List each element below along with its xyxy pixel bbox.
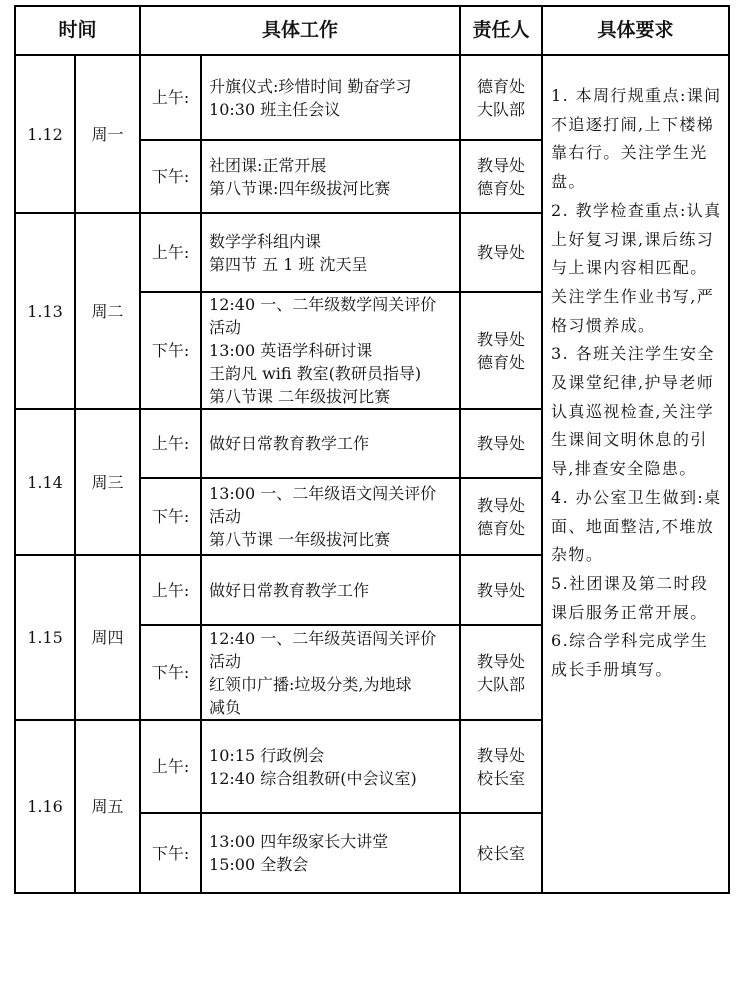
date-cell: 1.14: [15, 409, 75, 555]
responsible-dept: 德育处: [477, 76, 526, 96]
work-cell: [201, 813, 460, 893]
work-line: 13:00 英语学科研讨课: [209, 341, 373, 360]
work-line: 15:00 全教会: [209, 855, 309, 874]
period-cell: 上午:: [140, 213, 201, 292]
work-line: 第四节 五 1 班 沈天呈: [209, 254, 368, 274]
period-cell: 下午:: [140, 140, 201, 213]
header-person: 责任人: [460, 6, 542, 55]
header-row: [15, 6, 729, 55]
work-line: 12:40 一、二年级英语闯关评价: [209, 628, 437, 648]
period-cell: 下午:: [140, 292, 201, 409]
work-cell: [201, 140, 460, 213]
period-cell: 上午:: [140, 555, 201, 625]
responsible-cell: [460, 478, 542, 555]
work-line: 10:30 班主任会议: [209, 99, 341, 119]
schedule-row: [15, 55, 729, 140]
work-line: 第八节课 一年级拔河比赛: [209, 530, 391, 549]
responsible-cell: [460, 213, 542, 292]
responsible-dept: 教导处: [477, 745, 526, 765]
responsible-dept: 教导处: [477, 243, 526, 262]
date-cell: 1.12: [15, 55, 75, 213]
responsible-cell: [460, 409, 542, 478]
requirement-item: 1. 本周行规重点:课间不追逐打闹,上下楼梯靠右行。关注学生光盘。: [551, 86, 722, 192]
work-cell: [201, 292, 460, 409]
header-requirements: 具体要求: [542, 6, 729, 55]
responsible-dept: 教导处: [477, 651, 526, 671]
date-cell: 1.13: [15, 213, 75, 409]
work-cell: [201, 720, 460, 813]
weekday-cell: 周五: [75, 720, 140, 893]
work-line: 13:00 四年级家长大讲堂: [209, 832, 389, 851]
work-line: 12:40 一、二年级数学闯关评价: [209, 295, 437, 314]
requirement-item: 6.综合学科完成学生成长手册填写。: [551, 631, 709, 680]
work-line: 减负: [209, 697, 242, 717]
weekday-cell: 周二: [75, 213, 140, 409]
work-line: 10:15 行政例会: [209, 745, 325, 765]
requirement-item: 2. 教学检查重点:认真上好复习课,课后练习与上课内容相匹配。关注学生作业书写,严格习惯养成。: [551, 200, 722, 335]
responsible-dept: 大队部: [477, 99, 526, 119]
responsible-cell: [460, 720, 542, 813]
responsible-dept: 教导处: [477, 580, 526, 600]
responsible-dept: 教导处: [477, 329, 526, 349]
header-time: 时间: [15, 6, 140, 55]
work-line: 做好日常教育教学工作: [209, 434, 370, 453]
work-cell: [201, 55, 460, 140]
responsible-dept: 德育处: [477, 178, 526, 198]
period-cell: 上午:: [140, 55, 201, 140]
responsible-cell: [460, 55, 542, 140]
requirement-item: 3. 各班关注学生安全及课堂纪律,护导老师认真巡视检查,关注学生课间文明休息的引导,排查安全隐患。: [551, 344, 715, 479]
responsible-dept: 校长室: [477, 768, 526, 788]
work-line: 升旗仪式:珍惜时间 勤奋学习: [209, 76, 412, 96]
responsible-cell: [460, 140, 542, 213]
responsible-dept: 大队部: [477, 674, 526, 694]
work-line: 第八节课:四年级拔河比赛: [209, 178, 391, 198]
work-line: 第八节课 二年级拔河比赛: [209, 387, 391, 406]
responsible-dept: 德育处: [477, 518, 526, 538]
responsible-cell: [460, 813, 542, 893]
work-line: 王韵凡 wifi 教室(教研员指导): [209, 364, 422, 383]
responsible-dept: 教导处: [477, 155, 526, 175]
work-line: 活动: [209, 318, 242, 337]
period-cell: 下午:: [140, 478, 201, 555]
work-cell: [201, 213, 460, 292]
date-cell: 1.15: [15, 555, 75, 720]
work-line: 红领巾广播:垃圾分类,为地球: [209, 674, 412, 694]
requirement-item: 4. 办公室卫生做到:桌面、地面整洁,不堆放杂物。: [551, 487, 722, 565]
responsible-cell: [460, 292, 542, 409]
work-line: 数学学科组内课: [209, 231, 322, 251]
date-cell: 1.16: [15, 720, 75, 893]
responsible-dept: 德育处: [477, 352, 526, 372]
requirements-cell: [542, 55, 729, 893]
weekly-schedule-table: [14, 5, 730, 894]
work-line: 13:00 一、二年级语文闯关评价: [209, 484, 437, 503]
responsible-dept: 教导处: [477, 495, 526, 515]
work-line: 活动: [209, 507, 242, 526]
period-cell: 下午:: [140, 813, 201, 893]
responsible-cell: [460, 625, 542, 720]
work-line: 12:40 综合组教研(中会议室): [209, 768, 417, 788]
work-cell: [201, 409, 460, 478]
weekday-cell: 周四: [75, 555, 140, 720]
requirement-item: 5.社团课及第二时段课后服务正常开展。: [551, 573, 709, 622]
responsible-dept: 校长室: [477, 843, 526, 863]
work-cell: [201, 478, 460, 555]
weekday-cell: 周一: [75, 55, 140, 213]
responsible-cell: [460, 555, 542, 625]
weekday-cell: 周三: [75, 409, 140, 555]
period-cell: 上午:: [140, 720, 201, 813]
period-cell: 上午:: [140, 409, 201, 478]
period-cell: 下午:: [140, 625, 201, 720]
responsible-dept: 教导处: [477, 434, 526, 453]
work-cell: [201, 625, 460, 720]
work-line: 做好日常教育教学工作: [209, 580, 370, 600]
work-line: 活动: [209, 651, 242, 671]
work-cell: [201, 555, 460, 625]
header-work: 具体工作: [140, 6, 460, 55]
work-line: 社团课:正常开展: [209, 155, 327, 175]
